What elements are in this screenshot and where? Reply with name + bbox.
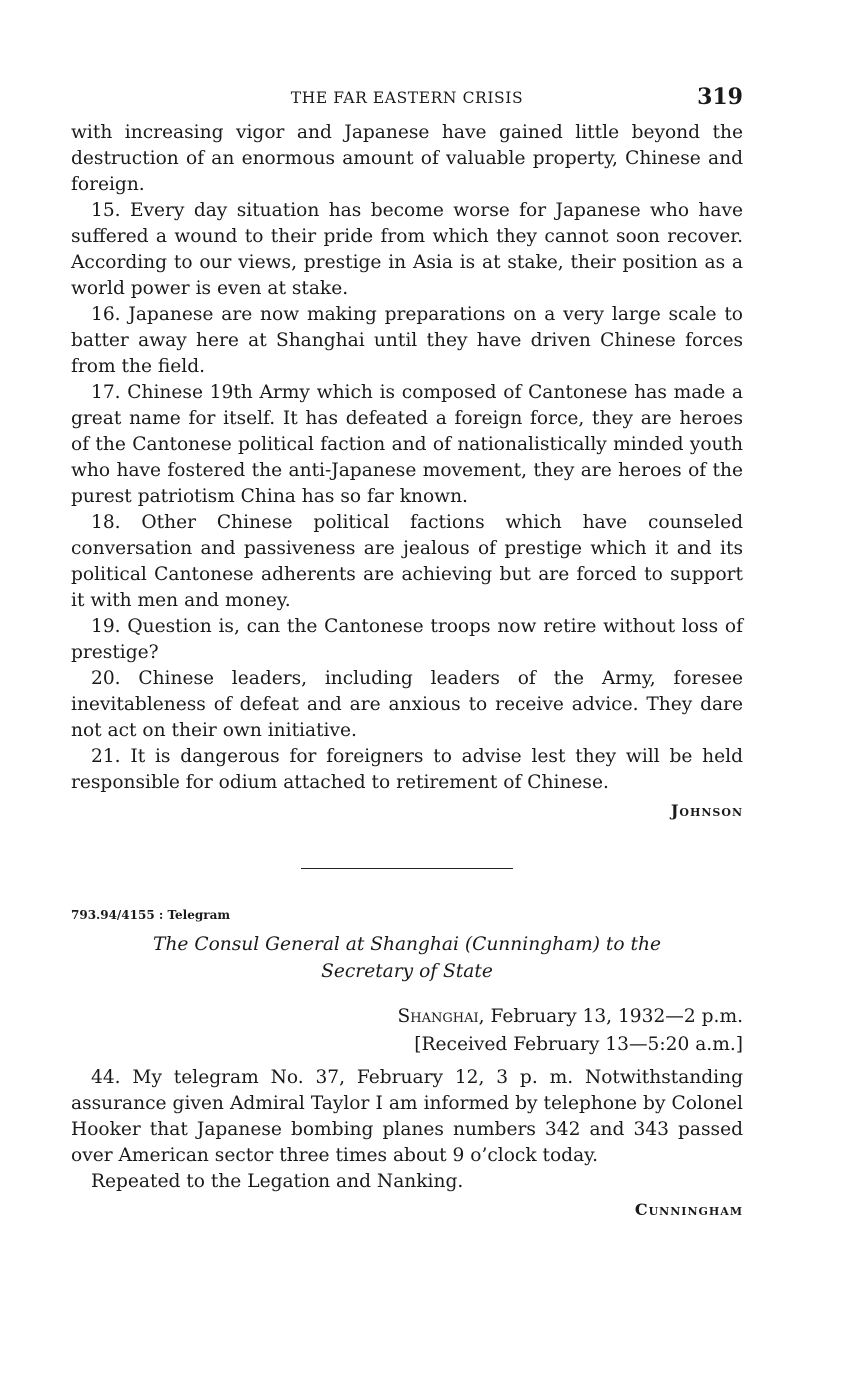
telegram-paragraph-repeated: Repeated to the Legation and Nanking. (91, 1171, 464, 1192)
telegram-date: February 13, 1932—2 p.m. (490, 1006, 743, 1027)
telegram-received: [Received February 13—5:20 a.m.] (414, 1034, 743, 1055)
paragraph-17: 17. Chinese 19th Army which is composed of Cantonese has made a great name for itself. It has defeated a foreign force, they are heroes of the Cantonese political faction and of nationalistically minded youth who have fostered the anti-Japanese movement, they are heroes of the purest patriotism China has so far known. (71, 382, 743, 507)
signature-cunningham: Cunningham (634, 1200, 743, 1219)
section-divider (301, 868, 513, 869)
paragraph-18: 18. Other Chinese political factions which have counseled conversation and passiveness are jealous of prestige which it and its political Cantonese adherents are achieving but are forced to support it with men and money. (71, 512, 743, 611)
signature-johnson: Johnson (670, 801, 743, 820)
telegram-paragraph-44: 44. My telegram No. 37, February 12, 3 p. m. Notwithstanding assurance given Admiral Taylor I am informed by telephone by Colonel Hooker that Japanese bombing planes numbers 342 and 343 passed over American sector three times about 9 o’clock today. (71, 1067, 743, 1166)
telegram-heading (71, 931, 743, 985)
running-head-title: THE FAR EASTERN CRISIS (290, 89, 524, 107)
paragraph-16: 16. Japanese are now making preparations on a very large scale to batter away here at Shanghai until they have driven Chinese forces from the field. (71, 304, 743, 377)
paragraph-continuation: with increasing vigor and Japanese have gained little beyond the destruction of an enormous amount of valuable property, Chinese and foreign. (71, 122, 743, 195)
telegram-sent-line (71, 1003, 743, 1031)
telegram-place: Shanghai, (397, 1006, 485, 1027)
paragraph-15: 15. Every day situation has become worse for Japanese who have suffered a wound to their pride from which they cannot soon recover. According to our views, prestige in Asia is at stake, their position as a world power is even at stake. (71, 200, 743, 299)
running-head (71, 80, 743, 120)
telegram-dateline (71, 1003, 743, 1059)
document-page (71, 80, 743, 1223)
first-section-body (71, 120, 743, 796)
telegram-heading-line1: The Consul General at Shanghai (Cunningham) to the (153, 934, 661, 955)
telegram-body (71, 1065, 743, 1195)
paragraph-19: 19. Question is, can the Cantonese troops now retire without loss of prestige? (71, 616, 743, 663)
telegram-heading-line2: Secretary of State (321, 961, 493, 982)
page-number: 319 (697, 84, 743, 110)
paragraph-20: 20. Chinese leaders, including leaders of the Army, foresee inevitableness of defeat and are anxious to receive advice. They dare not act on their own initiative. (71, 668, 743, 741)
paragraph-21: 21. It is dangerous for foreigners to advise lest they will be held responsible for odium attached to retirement of Chinese. (71, 746, 743, 793)
document-reference: 793.94/4155 : Telegram (71, 908, 231, 922)
